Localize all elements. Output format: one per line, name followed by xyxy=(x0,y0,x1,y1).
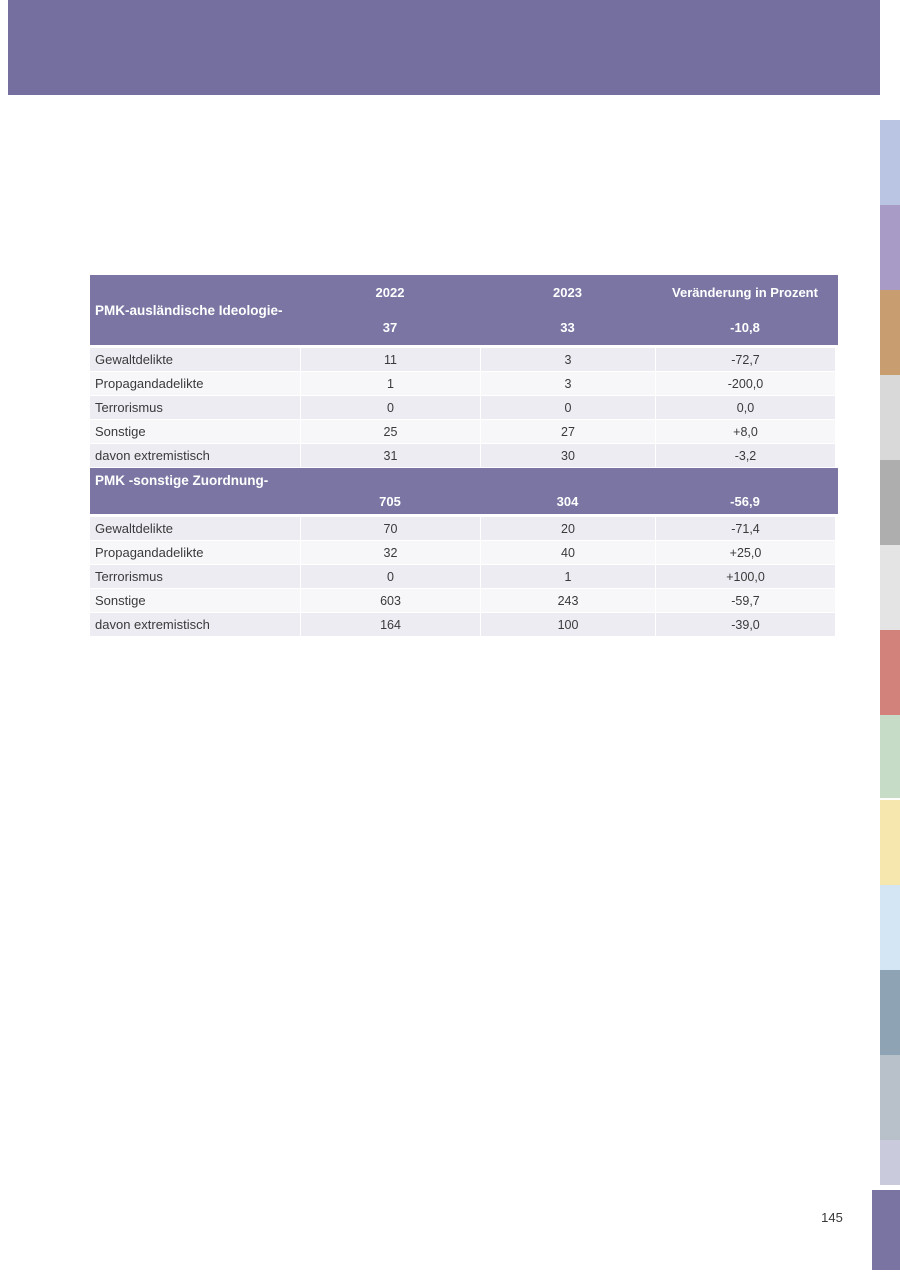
color-tab xyxy=(880,970,900,1055)
table-row xyxy=(90,541,838,564)
color-tab xyxy=(880,715,900,798)
value-change: -59,7 xyxy=(656,589,835,612)
color-tab xyxy=(880,1055,900,1140)
value-2023: 100 xyxy=(481,613,655,636)
value-2022: 25 xyxy=(301,420,480,443)
value-2022: 70 xyxy=(301,517,480,540)
row-label: Gewaltdelikte xyxy=(90,348,300,371)
group-total-2023: 304 xyxy=(556,493,579,509)
value-2022: 0 xyxy=(301,565,480,588)
row-label: Terrorismus xyxy=(90,396,300,419)
value-2023: 1 xyxy=(481,565,655,588)
column-header-2022: 2022 xyxy=(375,284,405,300)
value-2022: 31 xyxy=(301,444,480,467)
value-2023: 27 xyxy=(481,420,655,443)
group-total-2023: 33 xyxy=(560,319,575,335)
color-tab xyxy=(880,205,900,290)
value-change: -200,0 xyxy=(656,372,835,395)
value-2023: 20 xyxy=(481,517,655,540)
column-header-change: Veränderung in Prozent xyxy=(672,284,818,300)
value-change: -71,4 xyxy=(656,517,835,540)
color-tab xyxy=(880,460,900,545)
header-band xyxy=(8,0,880,95)
value-2022: 1 xyxy=(301,372,480,395)
color-tab xyxy=(880,885,900,970)
row-label: Propagandadelikte xyxy=(90,541,300,564)
value-change: +8,0 xyxy=(656,420,835,443)
value-change: -39,0 xyxy=(656,613,835,636)
color-tab xyxy=(880,375,900,460)
color-tab xyxy=(880,800,900,885)
value-change: 0,0 xyxy=(656,396,835,419)
pmk-statistics-table xyxy=(90,275,838,637)
color-tab-strip xyxy=(880,0,900,1272)
table-row xyxy=(90,372,838,395)
group-total-change: -56,9 xyxy=(730,493,760,509)
color-tab xyxy=(872,1190,900,1270)
row-label: Sonstige xyxy=(90,420,300,443)
table-row xyxy=(90,396,838,419)
color-tab xyxy=(880,290,900,375)
value-change: -3,2 xyxy=(656,444,835,467)
row-label: davon extremistisch xyxy=(90,444,300,467)
value-2022: 0 xyxy=(301,396,480,419)
group-label: PMK -sonstige Zuordnung- xyxy=(95,473,269,488)
row-label: Propagandadelikte xyxy=(90,372,300,395)
group-label: PMK-ausländische Ideologie- xyxy=(95,302,283,318)
row-label: Sonstige xyxy=(90,589,300,612)
table-row xyxy=(90,565,838,588)
value-2022: 11 xyxy=(301,348,480,371)
value-2023: 30 xyxy=(481,444,655,467)
table-row xyxy=(90,348,838,371)
value-2023: 0 xyxy=(481,396,655,419)
page-number: 145 xyxy=(821,1210,843,1225)
color-tab xyxy=(880,120,900,205)
color-tab xyxy=(880,630,900,715)
value-change: +100,0 xyxy=(656,565,835,588)
value-change: -72,7 xyxy=(656,348,835,371)
row-label: Gewaltdelikte xyxy=(90,517,300,540)
group-total-2022: 705 xyxy=(379,493,401,509)
value-2023: 243 xyxy=(481,589,655,612)
table-row xyxy=(90,589,838,612)
group-total-change: -10,8 xyxy=(730,319,760,335)
value-2023: 3 xyxy=(481,348,655,371)
table-row xyxy=(90,517,838,540)
table-row xyxy=(90,444,838,467)
value-2023: 40 xyxy=(481,541,655,564)
row-label: Terrorismus xyxy=(90,565,300,588)
value-2022: 603 xyxy=(301,589,480,612)
column-header-2023: 2023 xyxy=(553,284,582,300)
group-header-auslaendische-ideologie xyxy=(90,275,838,345)
group-header-sonstige-zuordnung xyxy=(90,468,838,514)
value-2022: 164 xyxy=(301,613,480,636)
value-2023: 3 xyxy=(481,372,655,395)
value-2022: 32 xyxy=(301,541,480,564)
color-tab xyxy=(880,545,900,630)
table-row xyxy=(90,420,838,443)
value-change: +25,0 xyxy=(656,541,835,564)
group-total-2022: 37 xyxy=(382,319,398,335)
row-label: davon extremistisch xyxy=(90,613,300,636)
color-tab xyxy=(880,1140,900,1185)
table-row xyxy=(90,613,838,636)
